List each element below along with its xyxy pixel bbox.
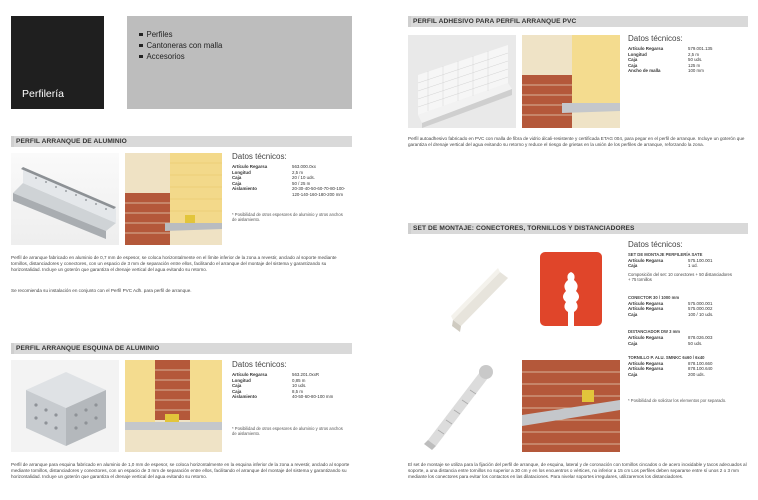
- spec-row: Caja 50 / 25 m: [232, 180, 311, 186]
- spec-row: Artículo Regarsa 563.000.0xx: [232, 164, 316, 169]
- section-title: PERFIL ARRANQUE ESQUINA DE ALUMINIO: [16, 345, 160, 352]
- description-esquina: Perfil de arranque para esquina fabricado en aluminio de 1,0 mm de espesor, se coloca horizontalmente en la esquina inferior de la zona a revestir, anclado al soporte mediante tornillos, distanciadores y conectores, con un espacio de 3 mm de separación entre ellos, facilitando el arranque del montaje del sistema y garantizando su horizontalidad. Incluye un goterón que garantiza el drenaje vertical del agua evitando su retorno.: [11, 462, 350, 480]
- spec-row: Longitud 0,85 m: [232, 377, 306, 383]
- square-bullet-icon: [139, 33, 143, 37]
- tech-data-title: Datos técnicos:: [628, 34, 683, 43]
- installation-photo-pvc: [522, 35, 620, 128]
- spec-row: Caja 1 ud.: [628, 263, 698, 269]
- set-group-screw: [628, 355, 753, 377]
- spec-table: [628, 361, 712, 378]
- section-header-esquina: [11, 343, 352, 354]
- spec-row: Artículo Regarsa 579.001.135: [628, 46, 713, 51]
- tech-data-aluminio: [232, 152, 357, 222]
- page-title: Perfilería: [22, 88, 65, 100]
- spec-note: * Posibilidad de solicitar los elementos por separado.: [628, 397, 727, 403]
- section-header-aluminio: [11, 136, 352, 147]
- spec-table: [628, 46, 712, 74]
- description-aluminio: Perfil de arranque fabricado en aluminio de 0,7 mm de espesor, se coloca horizontalmente en el límite inferior de la zona a revestir, anclado al soporte mediante tornillos, distanciadores y conectores, con un espacio de 3 mm de separación entre ellos, facilitando el arranque del montaje del sistema y garantizando su horizontalidad. Incluye un goterón que garantiza el drenaje vertical del agua evitando su retorno.: [11, 255, 337, 273]
- recommendation-aluminio: Se recomienda su instalación en conjunto con el Perfil PVC Adh. para perfil de arranque.: [11, 288, 192, 293]
- section-title: PERFIL ARRANQUE DE ALUMINIO: [16, 138, 127, 145]
- spec-row: Aislamiento 40-50-60-80-100 mm: [232, 394, 334, 400]
- menu-item-cantoneras[interactable]: Cantoneras con malla: [139, 40, 222, 51]
- group-title: CONECTOR 30 / 1000 mm: [628, 294, 680, 300]
- installation-photo-esquina: [125, 360, 222, 452]
- spec-row: Caja 20 / 10 uds.: [232, 175, 315, 181]
- spec-table: [628, 301, 713, 318]
- menu-item-accesorios[interactable]: Accesorios: [139, 51, 222, 62]
- spec-row: Caja 100 / 10 uds.: [628, 311, 714, 317]
- spec-row: Caja 10 uds.: [232, 383, 307, 389]
- set-group-spacer: [628, 329, 753, 346]
- section-title: PERFIL ADHESIVO PARA PERFIL ARRANQUE PVC: [413, 18, 577, 25]
- installation-photo-aluminio: [125, 153, 222, 245]
- group-title: SET DE MONTAJE PERFILERÍA SATE: [628, 252, 703, 257]
- product-photo-connector: [408, 242, 516, 347]
- tech-data-title: Datos técnicos:: [232, 360, 287, 369]
- spec-row: Caja 50 uds.: [628, 57, 703, 63]
- menu-item-perfiles[interactable]: Perfiles: [139, 29, 222, 40]
- spec-row: Aislamiento 20-30-40-50-60-70-80-100-120-140-160-180-200 mm: [232, 186, 346, 197]
- spec-row: Caja 50 uds.: [628, 340, 703, 346]
- spec-row: Artículo Regarsa 563.201.0xxR: [232, 372, 320, 377]
- product-photo-pvc: [408, 35, 516, 128]
- square-bullet-icon: [139, 44, 143, 48]
- spec-row: Caja 125 m: [628, 62, 701, 68]
- tech-data-title: Datos técnicos:: [628, 240, 683, 249]
- product-photo-aluminio: [11, 153, 119, 245]
- set-group-connector: [628, 295, 753, 317]
- spec-table: [232, 372, 333, 400]
- set-group-kit: [628, 252, 753, 283]
- spec-row: Artículo Regarsa 575.000.001: [628, 300, 713, 306]
- tech-data-pvc: [628, 34, 753, 74]
- spec-note: * Posibilidad de otros espesores de aluminio y otros anchos de aislamiento.: [232, 425, 343, 437]
- spec-note: * Posibilidad de otros espesores de aluminio y otros anchos de aislamiento.: [232, 211, 343, 222]
- group-title: TORNILLO P. ALU. SMNKC 6x60 / 6x40: [628, 355, 705, 361]
- spec-row: Longitud 2,5 m: [232, 169, 303, 175]
- set-composition: Composición del set: 10 conectores + 50 distanciadores + 75 tornillos: [628, 271, 732, 283]
- section-header-pvc: [408, 16, 748, 27]
- tech-data-esquina: [232, 360, 357, 437]
- product-photo-spacer: [522, 242, 620, 347]
- group-title: DISTANCIADOR DW 3 mm: [628, 329, 681, 335]
- description-pvc: Perfil autoadhesivo fabricado en PVC con malla de fibra de vidrio álcali-resistente y certificada ETAG 004, para pegar en el perfil de arranque. Incluye un goterón que garantiza el drenaje vertical del agua evitando su retorno y reduce el riesgo de grietas en la unión de los perfiles de arranque, reforzando la zona.: [408, 136, 745, 148]
- title-tile: [11, 16, 104, 109]
- tech-data-title: Datos técnicos:: [232, 152, 287, 161]
- spec-table: [232, 164, 347, 198]
- square-bullet-icon: [139, 55, 143, 59]
- section-title: SET DE MONTAJE: CONECTORES, TORNILLOS Y DISTANCIADORES: [413, 225, 635, 232]
- section-header-set: [408, 223, 748, 234]
- spec-row: Caja 200 uds.: [628, 371, 705, 377]
- product-photo-screw: [408, 360, 516, 452]
- spec-row: Artículo Regarsa 878.100.640: [628, 366, 713, 372]
- spec-row: Caja 8,5 m: [232, 388, 303, 394]
- spec-row: Artículo Regarsa 575.100.001: [628, 257, 713, 263]
- installation-photo-set: [522, 360, 620, 452]
- spec-row: Ancho de malla 100 mm: [628, 68, 704, 74]
- spec-row: Artículo Regarsa 878.100.660: [628, 360, 713, 366]
- spec-table: [628, 258, 712, 269]
- spec-row: Artículo Regarsa 575.000.002: [628, 306, 713, 312]
- spec-row: Artículo Regarsa 878.026.003: [628, 334, 713, 340]
- spec-row: Longitud 2,5 m: [628, 51, 699, 57]
- description-set: El set de montaje se utiliza para la fijación del perfil de arranque, de esquina, lateral y de coronación con tornillos cincados o de acero inoxidable y tacos adecuados al soporte, a una distancia entre tornillos no superior a 30 cm y en los encuentros o vértices, no inferior a 15 cm Los perfiles deben separarse entre sí unos 2 o 3 mm mediante los conectores para evitar los contactos en las dilataciones. Para nivelar soportes irregulares, utilizaremos los distanciadores.: [408, 462, 747, 480]
- tech-data-set: [628, 240, 753, 403]
- product-photo-esquina: [11, 360, 119, 452]
- category-menu: [127, 16, 352, 109]
- spec-table: [628, 335, 712, 346]
